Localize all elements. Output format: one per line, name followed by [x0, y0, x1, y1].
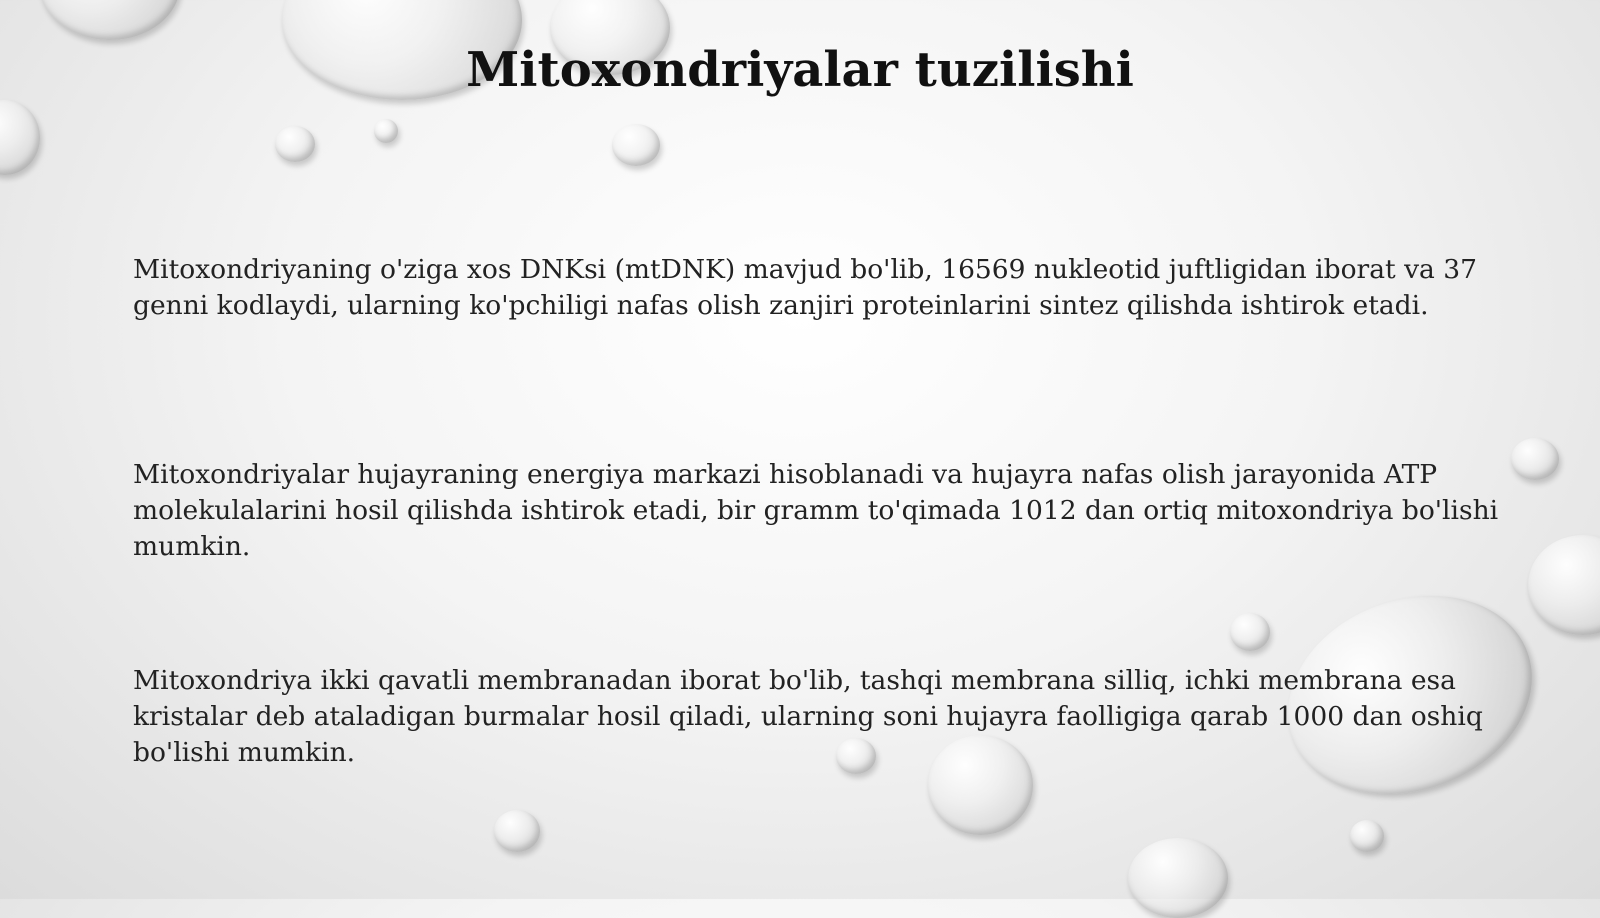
paragraph-mtdna: Mitoxondriyaning o'ziga xos DNKsi (mtDNK) mavjud bo'lib, 16569 nukleotid juftligidan iborat va 37 genni kodlaydi, ularning ko'pchiligi nafas olish zanjiri proteinlarini sintez qilishda ishtirok etadi.	[133, 254, 1477, 321]
water-drop-icon	[40, 0, 180, 40]
water-drop-icon	[612, 124, 660, 166]
water-drop-icon	[275, 126, 315, 162]
water-drop-icon	[0, 100, 40, 175]
paragraph-membrane: Mitoxondriya ikki qavatli membranadan iborat bo'lib, tashqi membrana silliq, ichki membrana esa kristalar deb ataladigan burmalar hosil qiladi, ularning soni hujayra faolligiga qarab 1000 dan oshiq bo'lishi mumkin.	[133, 665, 1483, 768]
water-drop-icon	[1128, 838, 1228, 918]
water-drop-icon	[1528, 535, 1600, 635]
slide-title: Mitoxondriyalar tuzilishi	[466, 42, 1134, 98]
water-drop-icon	[1511, 438, 1559, 480]
water-drop-icon	[494, 810, 540, 852]
paragraph-energy: Mitoxondriyalar hujayraning energiya markazi hisoblanadi va hujayra nafas olish jarayonida ATP molekulalarini hosil qilishda ishtirok etadi, bir gramm to'qimada 1012 dan ortiq mitoxondriya bo'lishi mumkin.	[133, 459, 1499, 562]
water-drop-icon	[374, 119, 398, 143]
water-drop-icon	[1350, 820, 1384, 852]
water-drop-icon	[1230, 613, 1270, 651]
